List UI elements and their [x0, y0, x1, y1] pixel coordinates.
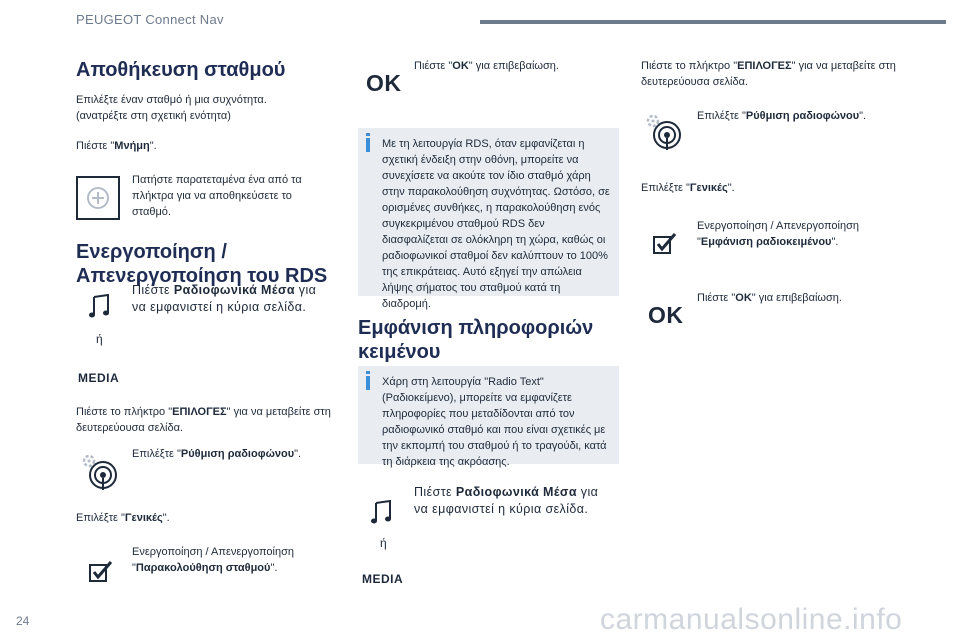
- checkbox-icon: [88, 560, 114, 584]
- paragraph-press-radio-media-2: Πιέστε Ραδιοφωνικά Μέσα για να εμφανιστεί η κύρια σελίδα.: [414, 485, 599, 516]
- paragraph-toggle-station-follow: Ενεργοποίηση / Απενεργοποίηση "Παρακολούθηση σταθμού".: [132, 546, 295, 574]
- music-note-icon: [370, 500, 394, 526]
- checkbox-icon: [652, 232, 678, 256]
- ok-button-label: OK: [366, 70, 402, 96]
- header-rule: [480, 20, 946, 24]
- paragraph-select-radio-settings: Επιλέξτε "Ρύθμιση ραδιοφώνου".: [132, 448, 302, 460]
- paragraph-select-general: Επιλέξτε "Γενικές".: [76, 512, 170, 524]
- or-label: ή: [380, 536, 387, 550]
- watermark: carmanualsonline.info: [600, 603, 903, 636]
- paragraph-press-ok: Πιέστε "OK" για επιβεβαίωση.: [414, 60, 559, 72]
- add-preset-icon: [76, 176, 120, 220]
- paragraph-press-options: Πιέστε το πλήκτρο "ΕΠΙΛΟΓΕΣ" για να μεταβείτε στη δευτερεύουσα σελίδα.: [76, 406, 331, 434]
- paragraph-toggle-radio-text: Ενεργοποίηση / Απενεργοποίηση "Εμφάνιση ραδιοκειμένου".: [697, 220, 860, 248]
- paragraph-select-radio-settings-2: Επιλέξτε "Ρύθμιση ραδιοφώνου".: [697, 110, 867, 122]
- paragraph-press-radio-media: Πιέστε Ραδιοφωνικά Μέσα για να εμφανιστεί η κύρια σελίδα.: [132, 283, 317, 314]
- radio-settings-icon: [644, 112, 684, 152]
- paragraph-hold-key: Πατήστε παρατεταμένα ένα από τα πλήκτρα για να αποθηκεύσετε το σταθμό.: [132, 174, 302, 218]
- music-note-icon: [88, 294, 112, 320]
- paragraph-press-memory: Πιέστε "Μνήμη".: [76, 140, 157, 152]
- heading-rds-toggle: Ενεργοποίηση / Απενεργοποίηση του RDS: [76, 241, 328, 287]
- radio-settings-icon: [80, 452, 120, 492]
- paragraph-select-general-2: Επιλέξτε "Γενικές".: [641, 182, 735, 194]
- page-number: 24: [16, 614, 30, 628]
- media-button-label: MEDIA: [78, 371, 120, 385]
- manual-header-title: PEUGEOT Connect Nav: [76, 12, 224, 27]
- media-button-label: MEDIA: [362, 572, 404, 586]
- info-note-radio-text: Χάρη στη λειτουργία "Radio Text" (Ραδιοκείμενο), μπορείτε να εμφανίζετε πληροφορίες που μεταδίδονται από τον ραδιοφωνικό σταθμό και που είναι σχετικές με την εκπομπή του σταθμού ή το τραγούδι, κατά τη διάρκεια της ακρόασης.: [358, 366, 619, 464]
- paragraph-press-ok-2: Πιέστε "OK" για επιβεβαίωση.: [697, 292, 842, 304]
- or-label: ή: [96, 332, 103, 346]
- heading-text-display: Εμφάνιση πληροφοριών κειμένου: [358, 317, 594, 363]
- ok-button-label: OK: [648, 302, 684, 328]
- heading-store-station: Αποθήκευση σταθμού: [76, 59, 286, 81]
- paragraph-press-options-2: Πιέστε το πλήκτρο "ΕΠΙΛΟΓΕΣ" για να μεταβείτε στη δευτερεύουσα σελίδα.: [641, 60, 896, 88]
- info-note-rds: Με τη λειτουργία RDS, όταν εμφανίζεται η σχετική ένδειξη στην οθόνη, μπορείτε να συνεχίσετε να ακούτε τον ίδιο σταθμό χάρη στην παρακολούθηση συχνότητας. Ωστόσο, σε ορισμένες συνθήκες, η παρακολούθηση ενός συγκεκριμένου σταθμού RDS δεν διασφαλίζεται σε ολόκληρη τη χώρα, καθώς οι ραδιοφωνικοί σταθμοί δεν καλύπτουν το 100% της επικράτειας. Αυτό εξηγεί την απώλεια λήψης σήματος του σταθμού κατά τη διαδρομή.: [358, 128, 619, 296]
- paragraph-select-station: Επιλέξτε έναν σταθμό ή μια συχνότητα. (ανατρέξτε στη σχετική ενότητα): [76, 94, 267, 122]
